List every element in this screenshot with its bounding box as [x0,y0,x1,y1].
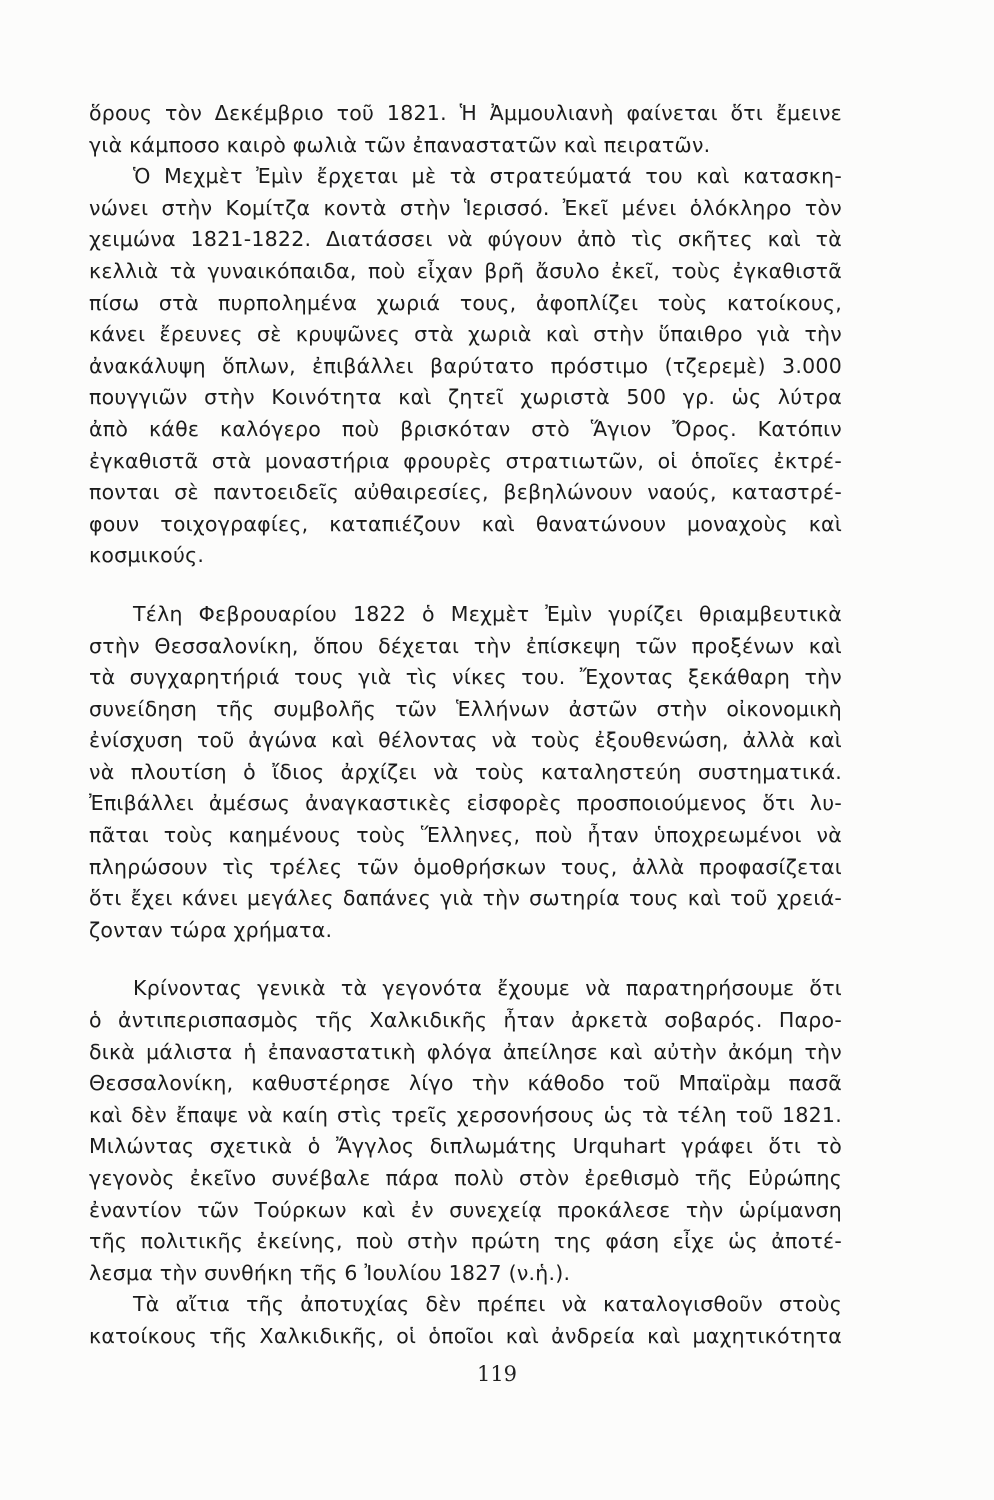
paragraph [89,98,842,572]
text-line: στὴν Θεσσαλονίκη, ὅπου δέχεται τὴν ἐπίσκεψη τῶν προξένων καὶ [89,633,842,658]
text-line: γιὰ κάμποσο καιρὸ φωλιὰ τῶν ἐπαναστατῶν καὶ πειρατῶν. [89,132,711,157]
paragraph-gap [89,946,842,973]
text-line: πουγγιῶν στὴν Κοινότητα καὶ ζητεῖ χωριστὰ 500 γρ. ὡς λύτρα [89,385,842,410]
text-line: Κρίνοντας γενικὰ τὰ γεγονότα ἔχουμε νὰ παρατηρήσουμε ὅτι [133,976,842,1001]
text-line: πληρώσουν τὶς τρέλες τῶν ὁμοθρήσκων τους, ἀλλὰ προφασίζεται [89,854,842,879]
text-line: ἐγκαθιστᾶ στὰ μοναστήρια φρουρὲς στρατιωτῶν, οἱ ὁποῖες ἐκτρέ- [89,448,842,473]
text-line: Τέλη Φεβρουαρίου 1822 ὁ Μεχμὲτ Ἐμὶν γυρίζει θριαμβευτικὰ [133,601,842,626]
text-line: ζονταν τώρα χρήματα. [89,917,333,942]
text-line: ἐνίσχυση τοῦ ἀγώνα καὶ θέλοντας νὰ τοὺς ἐξουθενώση, ἀλλὰ καὶ [89,728,842,753]
text-line: συνείδηση τῆς συμβολῆς τῶν Ἑλλήνων ἀστῶν στὴν οἰκονομικὴ [89,696,842,721]
text-line: πᾶται τοὺς καημένους τοὺς Ἕλληνες, ποὺ ἦταν ὑποχρεωμένοι νὰ [89,823,842,848]
paragraph-gap [89,572,842,599]
text-line: χειμώνα 1821-1822. Διατάσσει νὰ φύγουν ἀπὸ τὶς σκῆτες καὶ τὰ [89,227,842,252]
text-line: Τὰ αἴτια τῆς ἀποτυχίας δὲν πρέπει νὰ καταλογισθοῦν στοὺς [133,1292,842,1317]
text-line: τῆς πολιτικῆς ἐκείνης, ποὺ στὴν πρώτη της φάση εἶχε ὡς ἀποτέ- [89,1229,842,1254]
text-line: Θεσσαλονίκη, καθυστέρησε λίγο τὴν κάθοδο τοῦ Μπαϊρὰμ πασᾶ [89,1071,842,1096]
text-line: νὰ πλουτίση ὁ ἴδιος ἀρχίζει νὰ τοὺς καταληστεύη συστηματικά. [89,759,842,784]
text-line: λεσμα τὴν συνθήκη τῆς 6 Ἰουλίου 1827 (ν.ἡ.). [89,1260,571,1285]
text-line: ὅρους τὸν Δεκέμβριο τοῦ 1821. Ἡ Ἀμμουλιανὴ φαίνεται ὅτι ἔμεινε [89,101,842,125]
text-line: ἐναντίον τῶν Τούρκων καὶ ἐν συνεχείᾳ προκάλεσε τὴν ὡρίμανση [89,1197,842,1222]
text-line: καὶ δὲν ἔπαψε νὰ καίη στὶς τρεῖς χερσονήσους ὡς τὰ τέλη τοῦ 1821. [89,1102,842,1127]
text-line: φουν τοιχογραφίες, καταπιέζουν καὶ θανατώνουν μοναχοὺς καὶ [89,511,842,536]
text-line: πονται σὲ παντοειδεῖς αὐθαιρεσίες, βεβηλώνουν ναούς, καταστρέ- [89,480,842,505]
text-line: κελλιὰ τὰ γυναικόπαιδα, ποὺ εἶχαν βρῆ ἄσυλο ἐκεῖ, τοὺς ἐγκαθιστᾶ [89,258,842,283]
text-line: γεγονὸς ἐκεῖνο συνέβαλε πάρα πολὺ στὸν ἐρεθισμὸ τῆς Εὐρώπης [89,1166,842,1190]
paragraph [89,599,842,947]
text-line: ὁ ἀντιπερισπασμὸς τῆς Χαλκιδικῆς ἦταν ἀρκετὰ σοβαρός. Παρο- [89,1008,842,1033]
body-text [89,98,842,1353]
text-line: κάνει ἔρευνες σὲ κρυψῶνες στὰ χωριὰ καὶ στὴν ὕπαιθρο γιὰ τὴν [89,322,842,347]
text-line: πίσω στὰ πυρποληµένα χωριά τους, ἀφοπλίζει τοὺς κατοίκους, [89,290,842,315]
text-line: κοσμικούς. [89,543,205,568]
text-line: ὅτι ἔχει κάνει μεγάλες δαπάνες γιὰ τὴν σωτηρία τους καὶ τοῦ χρειά- [89,886,842,911]
page-number: 119 [476,1362,518,1386]
text-line: Ὁ Μεχμὲτ Ἐμὶν ἔρχεται μὲ τὰ στρατεύματά του καὶ κατασκη- [133,164,842,189]
text-line: ἀνακάλυψη ὅπλων, ἐπιβάλλει βαρύτατο πρόστιμο (τζερεμὲ) 3.000 [89,353,842,378]
text-line: νώνει στὴν Κομίτζα κοντὰ στὴν Ἱερισσό. Ἐκεῖ μένει ὁλόκληρο τὸν [89,195,842,220]
text-line: Μιλώντας σχετικὰ ὁ Ἄγγλος διπλωμάτης Urquhart γράφει ὅτι τὸ [89,1134,842,1159]
text-line: ἀπὸ κάθε καλόγερο ποὺ βρισκόταν στὸ Ἅγιον Ὄρος. Κατόπιν [89,416,842,441]
text-line: κατοίκους τῆς Χαλκιδικῆς, οἱ ὁποῖοι καὶ ἀνδρεία καὶ μαχητικότητα [89,1323,842,1348]
text-line: τὰ συγχαρητήριά τους γιὰ τὶς νίκες του. Ἔχοντας ξεκάθαρη τὴν [89,665,842,690]
text-line: δικὰ μάλιστα ἡ ἐπαναστατικὴ φλόγα ἀπείλησε καὶ αὐτὴν ἀκόμη τὴν [89,1039,842,1064]
paragraph [89,973,842,1352]
text-line: Ἐπιβάλλει ἀμέσως ἀναγκαστικὲς εἰσφορὲς προσποιούμενος ὅτι λυ- [89,791,842,816]
